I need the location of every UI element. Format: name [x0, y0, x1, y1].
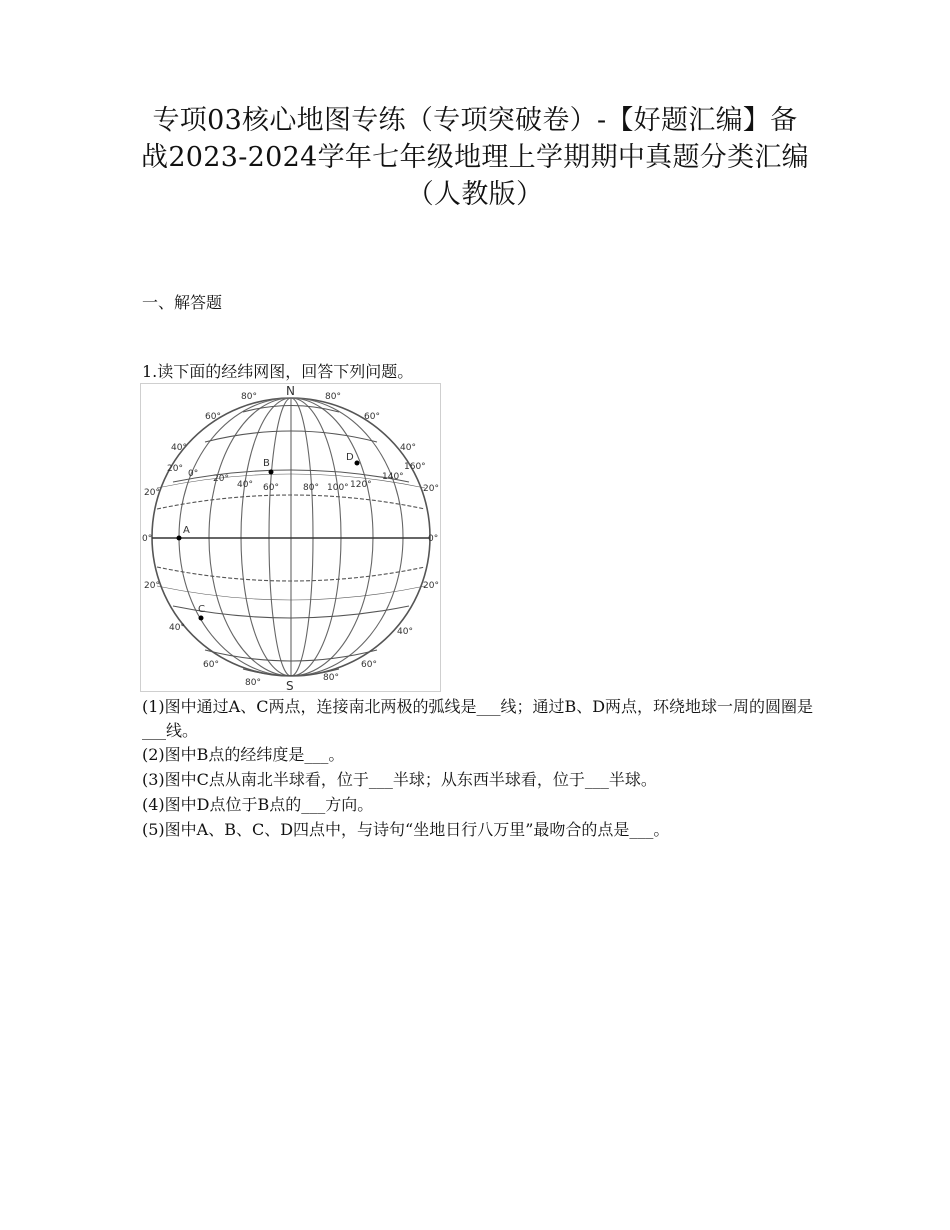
point-b-label: B [263, 458, 270, 469]
lat-label-n40-right: 40° [400, 443, 416, 453]
lat-label-s80-left: 80° [245, 678, 261, 688]
lon-label-100: 100° [327, 483, 349, 493]
point-c-label: C [198, 604, 205, 615]
subquestion-2: (2)图中B点的经纬度是___。 [142, 745, 345, 764]
point-d-marker [346, 452, 360, 466]
subquestion-5: (5)图中A、B、C、D四点中，与诗句“坐地日行八万里”最吻合的点是___。 [142, 820, 670, 839]
lon-label-140: 140° [382, 472, 404, 482]
lat-label-s60-left: 60° [203, 660, 219, 670]
title-line-1: 专项03核心地图专练（专项突破卷）-【好题汇编】备 [152, 105, 798, 136]
lat-label-eq-left: 0° [142, 534, 153, 544]
lat-label-n20-right: 20° [423, 484, 439, 494]
lat-label-n60-right: 60° [364, 412, 380, 422]
lat-label-s40-right: 40° [397, 627, 413, 637]
north-pole-label: N [286, 384, 295, 398]
lon-label-120: 120° [350, 480, 372, 490]
title-line-3: （人教版） [406, 179, 544, 210]
lon-label-40: 40° [237, 480, 253, 490]
lat-label-s80-right: 80° [323, 673, 339, 683]
subquestion-3: (3)图中C点从南北半球看，位于___半球；从东西半球看，位于___半球。 [142, 770, 657, 789]
document-title [120, 102, 830, 213]
point-c-marker [198, 604, 205, 621]
lon-label-160: 160° [404, 462, 426, 472]
subquestion-1: (1)图中通过A、C两点，连接南北两极的弧线是___线；通过B、D两点，环绕地球一周的圆圈是___线。 [142, 697, 814, 740]
title-line-2: 战2023-2024学年七年级地理上学期期中真题分类汇编 [141, 142, 809, 173]
lat-label-n40-left: 40° [171, 443, 187, 453]
point-a-label: A [183, 525, 190, 536]
subquestion-4: (4)图中D点位于B点的___方向。 [142, 795, 374, 814]
lat-label-n20-left-a: 20° [167, 464, 183, 474]
lat-label-n80-right: 80° [325, 392, 341, 402]
lat-label-s40-left: 40° [169, 623, 185, 633]
graticule-figure [140, 383, 441, 692]
lat-label-n60-left: 60° [205, 412, 221, 422]
south-pole-label: S [286, 679, 294, 691]
lon-label-80: 80° [303, 483, 319, 493]
lat-label-s20-left: 20° [144, 581, 160, 591]
lat-label-n80-left: 80° [241, 392, 257, 402]
lon-label-20: 20° [213, 474, 229, 484]
lat-label-s60-right: 60° [361, 660, 377, 670]
lon-label-0: 0° [188, 469, 199, 479]
lat-label-eq-right: 0° [428, 534, 439, 544]
lat-label-n20-left: 20° [144, 488, 160, 498]
lon-label-60: 60° [263, 483, 279, 493]
lat-label-s20-right: 20° [423, 581, 439, 591]
point-d-label: D [346, 452, 354, 463]
section-heading: 一、解答题 [142, 293, 223, 312]
globe-graticule [141, 384, 440, 691]
question-stem: 1.读下面的经纬网图，回答下列问题。 [142, 362, 414, 381]
